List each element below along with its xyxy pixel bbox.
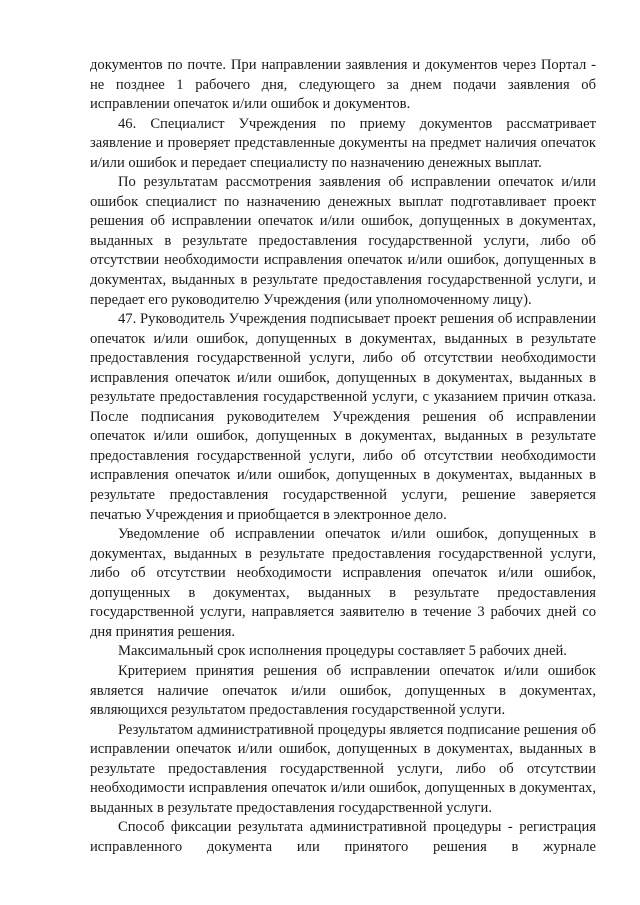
- paragraph-47: 47. Руководитель Учреждения подписывает проект решения об исправлении опечаток и/или ошибок, допущенных в документах, выданных в результате предоставления государственной услуги, либо об отсутствии необходимости исправления опечаток и/или ошибок, допущенных в документах, выданных в результате предоставления государственной услуги, с указанием причин отказа. После подписания руководителем Учреждения решения об исправлении опечаток и/или ошибок, допущенных в документах, выданных в результате предоставления государственной услуги, либо об отсутствии необходимости исправления опечаток и/или ошибок, допущенных в документах, выданных в результате предоставления государственной услуги, решение заверяется печатью Учреждения и приобщается в электронное дело.: [90, 311, 596, 523]
- paragraph-continuation: документов по почте. При направлении заявления и документов через Портал - не позднее 1 рабочего дня, следующего за днем подачи заявления об исправлении опечаток и/или ошибок и документов.: [90, 57, 596, 113]
- paragraph-review-results: По результатам рассмотрения заявления об исправлении опечаток и/или ошибок специалист по назначению денежных выплат подготавливает проект решения об исправлении опечаток и/или ошибок, допущенных в документах, выданных в результате предоставления государственной услуги, либо об отсутствии необходимости исправления опечаток и/или ошибок, допущенных в документах, выданных в результате предоставления государственной услуги, и передает его руководителю Учреждения (или уполномоченному лицу).: [90, 174, 596, 308]
- document-page: [90, 56, 596, 857]
- paragraph-procedure-result: Результатом административной процедуры является подписание решения об исправлении опечаток и/или ошибок, допущенных в документах, выданных в результате предоставления государственной услуги, либо об отсутствии необходимости исправления опечаток и/или ошибок, допущенных в документах, выданных в результате предоставления государственной услуги.: [90, 721, 596, 816]
- paragraph-46: 46. Специалист Учреждения по приему документов рассматривает заявление и проверяет представленные документы на предмет наличия опечаток и/или ошибок и передает специалисту по назначению денежных выплат.: [90, 115, 596, 171]
- paragraph-max-duration: Максимальный срок исполнения процедуры составляет 5 рабочих дней.: [118, 643, 567, 660]
- paragraph-decision-criterion: Критерием принятия решения об исправлении опечаток и/или ошибок является наличие опечаток и/или ошибок, допущенных в документах, являющихся результатом предоставления государственной услуги.: [90, 662, 596, 719]
- paragraph-result-recording: Способ фиксации результата административной процедуры - регистрация исправленного документа или принятого решения в журнале: [90, 819, 596, 855]
- paragraph-notification: Уведомление об исправлении опечаток и/или ошибок, допущенных в документах, выданных в результате предоставления государственной услуги, либо об отсутствии необходимости исправления опечаток и/или ошибок, допущенных в документах, выданных в результате предоставления государственной услуги, направляется заявителю в течение 3 рабочих дней со дня принятия решения.: [90, 526, 596, 640]
